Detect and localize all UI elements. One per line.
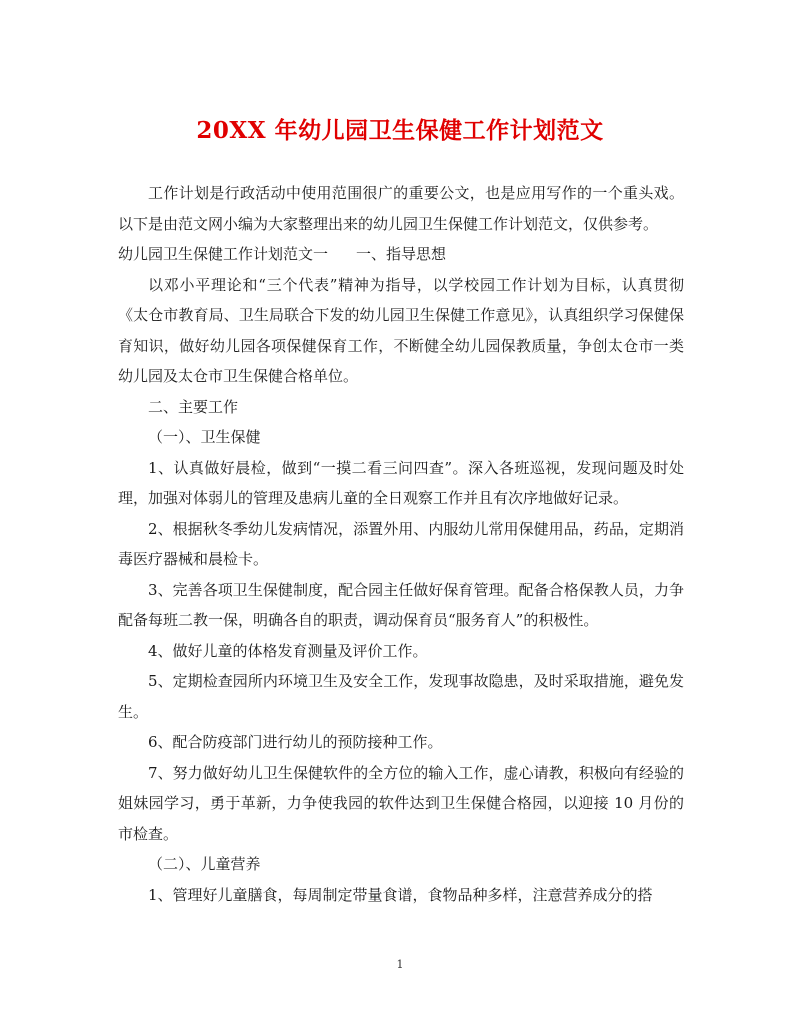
document-title: 20XX 年幼儿园卫生保健工作计划范文 [196,117,604,144]
section-one-line [118,239,684,270]
main-work-heading: 二、主要工作 [148,397,239,416]
list-item: 2、根据秋冬季幼儿发病情况，添置外用、内服幼儿常用保健用品，药品，定期消毒医疗器械和晨检卡。 [118,519,684,568]
section-one-heading: 一、指导思想 [356,245,447,263]
page-number: 1 [396,958,404,971]
list-item: 6、配合防疫部门进行幼儿的预防接种工作。 [148,733,443,751]
list-item: 1、管理好儿童膳食，每周制定带量食谱，食物品种多样，注意营养成分的搭 [148,885,653,904]
sub-one-heading: （一）、卫生保健 [148,428,261,446]
sub-two-heading: （二）、儿童营养 [148,855,261,873]
list-item: 1、认真做好晨检，做到“一摸二看三问四查”。深入各班巡视，发现问题及时处理，加强对体弱儿的管理及患病儿童的全日观察工作并且有次序地做好记录。 [118,458,684,507]
list-item: 5、定期检查园所内环境卫生及安全工作，发现事故隐患，及时采取措施，避免发生。 [118,672,684,721]
list-item: 7、努力做好幼儿卫生保健软件的全方位的输入工作，虚心请教，积极向有经验的姐妹园学习，勇于革新，力争使我园的软件达到卫生保健合格园，以迎接 10 月份的市检查。 [118,763,684,843]
list-item: 4、做好儿童的体格发育测量及评价工作。 [148,641,428,660]
intro-paragraph: 工作计划是行政活动中使用范围很广的重要公文，也是应用写作的一个重头戏。以下是由范文网小编为大家整理出来的幼儿园卫生保健工作计划范文，仅供参考。 [118,184,684,233]
list-item: 3、完善各项卫生保健制度，配合园主任做好保育管理。配备合格保教人员，力争配备每班二教一保，明确各自的职责，调动保育员“服务育人”的积极性。 [118,580,684,629]
section-one-label: 幼儿园卫生保健工作计划范文一 [118,245,329,263]
guiding-paragraph: 以邓小平理论和“三个代表”精神为指导，以学校园工作计划为目标，认真贯彻《太仓市教育局、卫生局联合下发的幼儿园卫生保健工作意见》，认真组织学习保健保育知识，做好幼儿园各项保健保育工作，不断健全幼儿园保教质量，争创太仓市一类幼儿园及太仓市卫生保健合格单位。 [118,275,684,385]
document-body [118,178,684,910]
